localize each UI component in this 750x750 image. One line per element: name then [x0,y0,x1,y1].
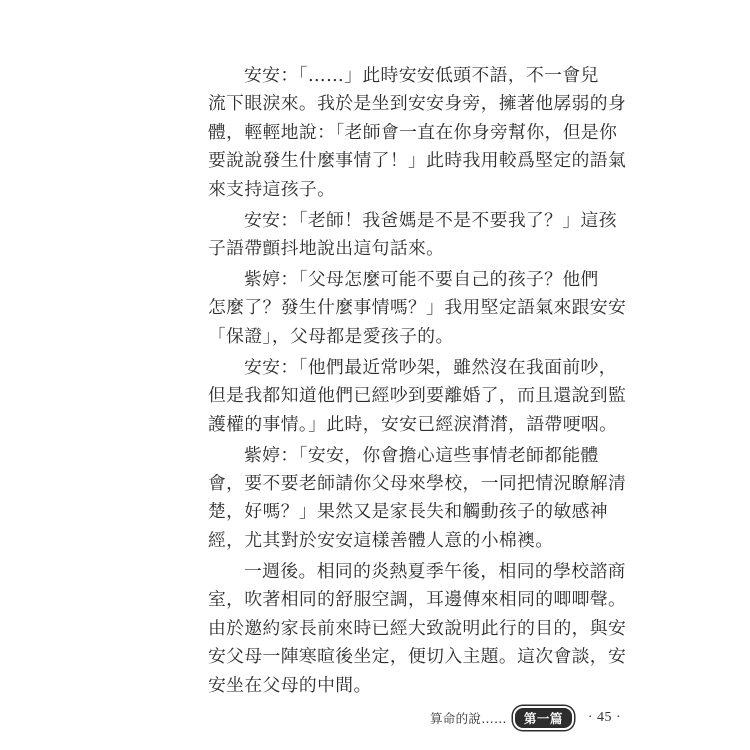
text-line: 經，尤其對於安安這樣善體人意的小棉襖。 [208,529,554,551]
text-line: 要說說發生什麼事情了！」此時我用較爲堅定的語氣 [208,150,627,172]
page-number: · 45 · [587,710,622,725]
text-line: 會，要不要老師請你父母來學校，一同把情況瞭解清 [208,473,627,495]
text-line: 一週後。相同的炎熱夏季午後，相同的學校諮商 [244,560,626,582]
running-title: 算命的說…… [430,711,507,726]
text-line: 紫婷：「父母怎麼可能不要自己的孩子？他們 [244,269,599,291]
paragraph [208,354,627,439]
text-line: 安安：「老師！我爸媽是不是不要我了？」這孩 [244,209,617,231]
text-line: 體，輕輕地說：「老師會一直在你身旁幫你，但是你 [208,121,618,143]
paragraph [208,266,627,351]
text-line: 怎麼了？發生什麼事情嗎？」我用堅定語氣來跟安安 [208,297,627,319]
paragraph [208,558,627,700]
text-line: 護權的事情。」此時，安安已經淚潸潸，語帶哽咽。 [208,413,618,435]
text-line: 來支持這孩子。 [208,178,336,200]
text-line: 室，吹著相同的舒服空調，耳邊傳來相同的唧唧聲。 [208,589,627,611]
text-line: 紫婷：「安安，你會擔心這些事情老師都能體 [244,444,599,466]
text-line: 流下眼淚來。我於是坐到安安身旁，擁著他孱弱的身 [208,93,627,115]
text-line: 安安：「他們最近常吵架，雖然沒在我面前吵， [244,356,617,378]
text-line: 楚，好嗎？」果然又是家長失和觸動孩子的敏感神 [208,501,608,523]
paragraph [208,442,627,556]
text-line: 安父母一陣寒暄後坐定，便切入主題。這次會談，安 [208,646,627,668]
part-badge: 第一篇 [513,706,574,730]
page-footer [430,706,621,730]
text-line: 由於邀約家長前來時已經大致說明此行的目的，與安 [208,617,627,639]
paragraph [208,207,617,264]
paragraph [208,62,627,204]
text-line: 但是我都知道他們已經吵到要離婚了，而且還說到監 [208,385,627,407]
body-text [208,62,627,700]
text-line: 子語帶顫抖地說出這句話來。 [208,238,445,260]
text-line: 安坐在父母的中間。 [208,674,372,696]
text-line: 「保證」，父母都是愛孩子的。 [208,325,454,347]
text-line: 安安：「……」此時安安低頭不語，不一會兒 [244,65,599,86]
